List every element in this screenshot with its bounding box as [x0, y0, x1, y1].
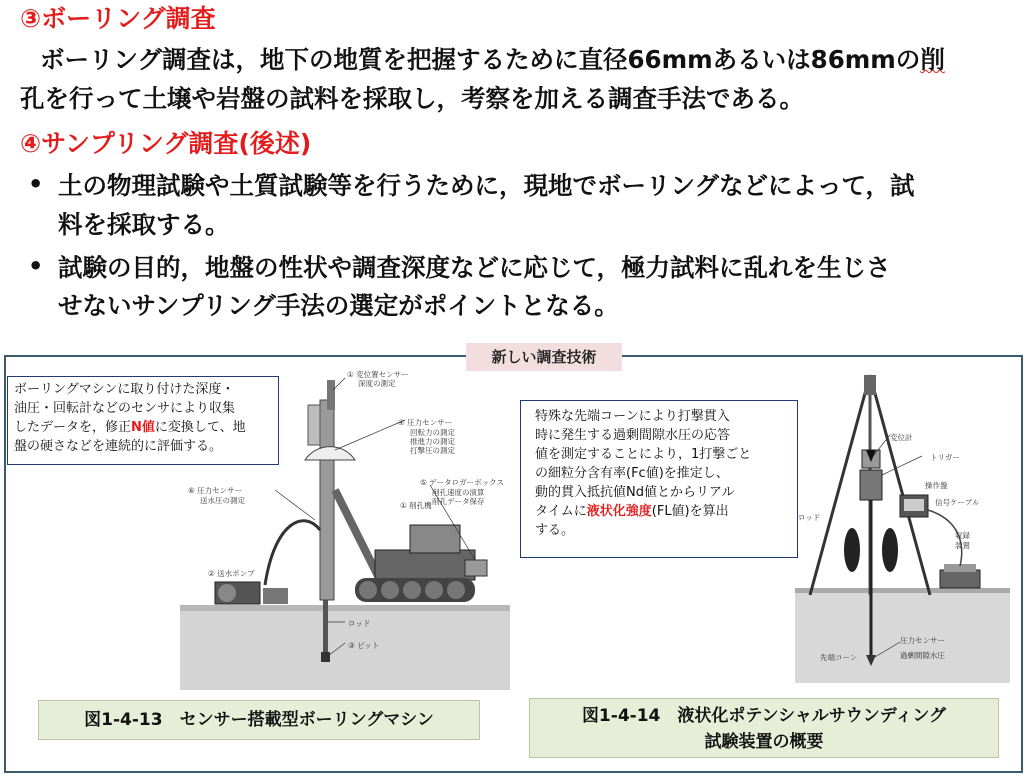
sounding-note [520, 400, 798, 558]
label-depth: 深度の測定 [358, 379, 396, 388]
label-cone-tip: 先端コーン [820, 653, 858, 662]
note-line: 油圧・回転計などのセンサにより収集 [14, 401, 236, 416]
label-pump: ② 送水ポンプ [208, 569, 255, 578]
label-bit: ③ ビット [348, 641, 380, 650]
bullet2-line2: せないサンプリング手法の選定がポイントとなる。 [58, 291, 619, 320]
note-line: 時に発生する過剰間隙水圧の応答 [535, 428, 731, 443]
label-recorder-2: 装置 [955, 541, 970, 550]
note-text: したデータを，修正 [14, 420, 132, 435]
bullet-dot: • [28, 170, 44, 198]
label-rod-right: ロッド [798, 513, 821, 522]
note-line: 特殊な先端コーンにより打撃貫入 [535, 409, 730, 424]
label-storage: 削孔データ保存 [432, 497, 485, 506]
bullet1-line2: 料を採取する。 [58, 210, 230, 239]
section3-line2: 孔を行って土壌や岩盤の試料を採取し，考察を加える調査手法である。 [20, 84, 804, 113]
label-signal-cable: 信号ケーブル [935, 498, 980, 507]
section3-line1 [40, 43, 945, 77]
note-text: タイムに [535, 504, 587, 519]
section3-heading: ③ボーリング調査 [20, 4, 216, 33]
bullet2-line1: 試験の目的，地盤の性状や調査深度などに応じて，極力試料に乱れを生じさ [58, 253, 891, 282]
note-line: の細粒分含有率(Fc値)を推定し、 [535, 466, 729, 481]
note-line: 値を測定することにより，1打撃ごと [535, 447, 752, 462]
caption-figure-1-4-13: 図1-4-13 センサー搭載型ボーリングマシン [38, 700, 480, 740]
label-displacement-meter: 変位計 [890, 433, 913, 442]
label-water-pressure: 送水圧の測定 [200, 496, 245, 505]
label-impact: 打撃圧の測定 [410, 446, 455, 455]
panel-title: 新しい調査技術 [466, 343, 622, 371]
note-text: に変換して、地 [154, 420, 246, 435]
bullet1-line1: 土の物理試験や土質試験等を行うために，現地でボーリングなどによって，試 [58, 171, 915, 200]
label-datalogger: ⑤ データロガーボックス [420, 478, 505, 487]
note-line: 盤の硬さなどを連続的に評価する。 [14, 439, 223, 454]
label-displacement-sensor: ① 変位置センサー [347, 370, 409, 379]
caption-line: 試験装置の概要 [704, 732, 824, 752]
label-pressure-sensor-right: 圧力センサー [900, 636, 945, 645]
note-text: (FL値)を算出 [651, 504, 729, 519]
label-rod: ロッド [348, 619, 371, 628]
label-rotation: 回転力の測定 [410, 428, 455, 437]
label-pore-pressure: 過剰間隙水圧 [900, 651, 945, 660]
label-recorder: 収録 [955, 531, 970, 540]
label-speed: 削孔速度の演算 [432, 488, 485, 497]
label-trigger: トリガー [930, 453, 960, 462]
note-line [14, 418, 272, 437]
caption-line: 図1-4-14 液状化ポテンシャルサウンディング [581, 706, 947, 726]
section3-line1-text: ボーリング調査は，地下の地質を把握するために直径66mmあるいは86mmの [40, 45, 921, 74]
label-drill: ① 削孔機 [400, 501, 432, 510]
label-pressure-sensor-2: ⑥ 圧力センサー [188, 486, 243, 495]
note-line: 動的貫入抵抗値Nd値とからリアル [535, 485, 735, 500]
note-highlight: 液状化強度 [586, 504, 652, 519]
section4-heading: ④サンプリング調査(後述) [20, 129, 312, 158]
bullet-dot: • [28, 252, 44, 280]
section3-line1-end: 削 [920, 45, 945, 74]
caption-figure-1-4-14 [529, 698, 999, 758]
note-line [535, 502, 791, 521]
note-highlight: N値 [131, 420, 155, 435]
label-pressure-sensor: ④ 圧力センサー [398, 418, 453, 427]
note-line: ボーリングマシンに取り付けた深度・ [14, 382, 235, 397]
note-line: する。 [535, 523, 575, 538]
sounding-note-body [527, 404, 791, 540]
label-thrust: 推進力の測定 [410, 437, 455, 446]
boring-machine-note [7, 376, 279, 465]
label-control-panel: 操作盤 [925, 481, 948, 490]
